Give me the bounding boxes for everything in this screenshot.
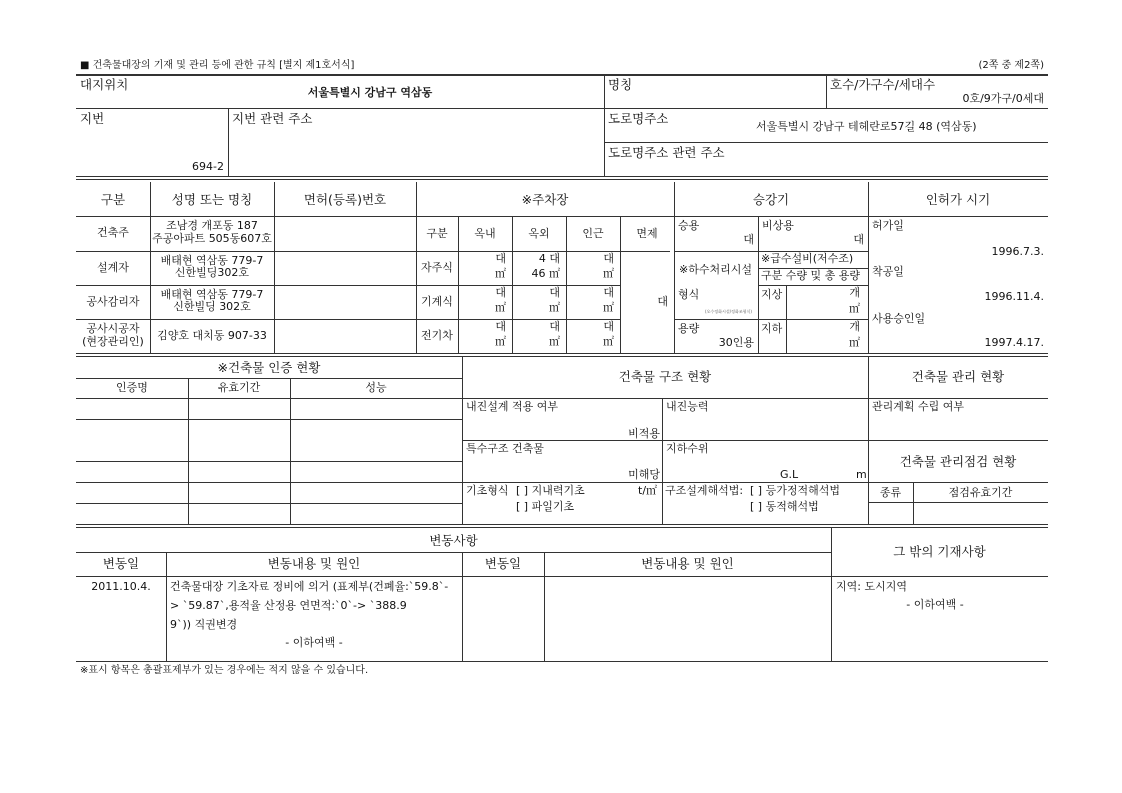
person-role: 공사시공자 xyxy=(86,322,140,335)
parking-indoor-count: 대 xyxy=(495,320,506,333)
permit-date-value: 1996.7.3. xyxy=(991,245,1044,258)
tank-basement-label: 지하 xyxy=(761,322,783,335)
sewage-capacity-label: 용량 xyxy=(678,322,700,335)
parking-row-kind: 전기차 xyxy=(421,329,453,342)
parking-indoor-area: ㎡ xyxy=(495,301,506,314)
person-name-line1: 배태현 역삼동 779-7 xyxy=(160,254,264,267)
passenger-elevator-unit: 대 xyxy=(743,233,754,246)
foundation-bearing-option: [ ] 지내력기초 xyxy=(516,484,585,497)
parking-indoor-area: ㎡ xyxy=(495,267,506,280)
cert-performance-header: 성능 xyxy=(365,381,387,394)
groundwater-gl: G.L xyxy=(780,468,799,481)
certification-title: ※건축물 인증 현황 xyxy=(217,360,321,375)
change-entry-date: 2011.10.4. xyxy=(91,580,151,593)
emergency-elevator-unit: 대 xyxy=(853,233,864,246)
parking-row-kind: 기계식 xyxy=(421,295,453,308)
parking-outdoor-header: 옥외 xyxy=(528,227,550,240)
road-related-label: 도로명주소 관련 주소 xyxy=(608,145,725,160)
parking-indoor-header: 옥내 xyxy=(474,227,496,240)
tank-ground-area: ㎡ xyxy=(849,302,860,315)
foundation-bearing-unit: t/㎡ xyxy=(638,484,658,497)
inspection-validity-header: 점검유효기간 xyxy=(948,486,1013,499)
persons-name-header: 성명 또는 명칭 xyxy=(171,192,253,207)
sewage-type-note: (오수정화시설/정화조형식) xyxy=(705,309,752,314)
analysis-dynamic-option: [ ] 동적해석법 xyxy=(750,500,819,513)
change-entry-end: - 이하여백 - xyxy=(285,636,343,649)
cert-name-header: 인증명 xyxy=(116,381,148,394)
water-supply-label: ※급수설비(저수조) xyxy=(761,252,854,265)
site-location-value: 서울특별시 강남구 역삼동 xyxy=(307,86,433,99)
parking-indoor-area: ㎡ xyxy=(495,335,506,348)
structure-title: 건축물 구조 현황 xyxy=(618,369,712,384)
person-role: 공사감리자 xyxy=(86,295,140,308)
persons-license-header: 면허(등록)번호 xyxy=(303,192,387,207)
change-entry-line3: 9`)) 직권변경 xyxy=(170,618,238,631)
sewage-type-label: 형식 xyxy=(678,288,700,301)
analysis-method-label: 구조설계해석법: xyxy=(665,484,744,497)
parking-nearby-count: 대 xyxy=(603,252,614,265)
inspection-title: 건축물 관리점검 현황 xyxy=(899,454,1017,469)
tank-ground-label: 지상 xyxy=(761,288,783,301)
changes-title: 변동사항 xyxy=(429,533,478,548)
parking-nearby-area: ㎡ xyxy=(603,267,614,280)
change-date-header: 변동일 xyxy=(102,556,140,571)
special-structure-value: 미해당 xyxy=(628,468,660,481)
seismic-design-value: 비적용 xyxy=(628,427,660,440)
parking-indoor-count: 대 xyxy=(495,286,506,299)
tank-basement-count: 개 xyxy=(849,320,860,333)
parking-outdoor-count: 대 xyxy=(549,286,560,299)
parking-kind-header: 구분 xyxy=(426,227,448,240)
parking-nearby-count: 대 xyxy=(603,286,614,299)
persons-kind-header: 구분 xyxy=(100,192,126,207)
parking-indoor-count: 대 xyxy=(495,252,506,265)
management-title: 건축물 관리 현황 xyxy=(911,369,1005,384)
parking-nearby-area: ㎡ xyxy=(603,335,614,348)
tank-ground-count: 개 xyxy=(849,286,860,299)
change-entry-line1: 건축물대장 기초자료 정비에 의거 (표제부(건폐율:`59.8`- xyxy=(170,580,449,593)
foundation-label: 기초형식 xyxy=(466,484,509,497)
permit-title: 인허가 시기 xyxy=(925,192,991,207)
parking-row-kind: 자주식 xyxy=(421,261,453,274)
passenger-elevator-label: 승용 xyxy=(678,219,700,232)
parking-nearby-header: 인근 xyxy=(582,227,604,240)
parking-nearby-area: ㎡ xyxy=(603,301,614,314)
use-approval-label: 사용승인일 xyxy=(872,312,926,325)
sewage-capacity-value: 30인용 xyxy=(718,336,754,349)
person-role: 건축주 xyxy=(97,226,129,239)
units-value: 0호/9가구/0세대 xyxy=(962,92,1044,105)
seismic-capacity-label: 내진능력 xyxy=(666,400,709,413)
person-name-line1: 김양호 대치동 907-33 xyxy=(157,329,267,342)
change-entry-line2: > `59.87`,용적율 산정용 연면적:`0`-> `388.9 xyxy=(170,599,407,612)
seismic-design-label: 내진설계 적용 여부 xyxy=(466,400,559,413)
groundwater-unit: m xyxy=(856,468,867,481)
parking-outdoor-area: ㎡ xyxy=(549,335,560,348)
change-content-header-2: 변동내용 및 원인 xyxy=(641,556,734,571)
parking-nearby-count: 대 xyxy=(603,320,614,333)
inspection-kind-header: 종류 xyxy=(879,486,902,499)
site-location-label: 대지위치 xyxy=(80,77,129,92)
parking-outdoor-area: 46 ㎡ xyxy=(531,267,560,280)
change-date-header-2: 변동일 xyxy=(484,556,522,571)
lot-number-value: 694-2 xyxy=(192,160,224,173)
lot-number-label: 지번 xyxy=(80,111,105,126)
person-role-sub: (현장관리인) xyxy=(82,335,144,348)
parking-exempt-header: 면제 xyxy=(636,227,658,240)
emergency-elevator-label: 비상용 xyxy=(762,219,794,232)
footnote: ※표시 항목은 총괄표제부가 있는 경우에는 적지 않을 수 있습니다. xyxy=(80,665,369,676)
person-name-line1: 배태현 역삼동 779-7 xyxy=(160,288,264,301)
other-remarks-title: 그 밖의 기재사항 xyxy=(893,544,986,559)
elevator-title: 승강기 xyxy=(752,192,790,207)
analysis-static-option: [ ] 등가정적해석법 xyxy=(750,484,840,497)
person-name-line2: 신한빌딩302호 xyxy=(174,266,250,279)
change-content-header: 변동내용 및 원인 xyxy=(267,556,361,571)
units-label: 호수/가구수/세대수 xyxy=(830,77,936,92)
permit-date-label: 허가일 xyxy=(872,219,904,232)
parking-outdoor-area: ㎡ xyxy=(549,301,560,314)
parking-exempt-unit: 대 xyxy=(657,295,668,308)
form-rule-text: ■ 건축물대장의 기재 및 관리 등에 관한 규칙 [별지 제1호서식] xyxy=(80,60,355,71)
person-name-line2: 신한빌딩 302호 xyxy=(173,300,251,313)
other-remarks-zone: 지역: 도시지역 xyxy=(836,580,907,593)
road-address-label: 도로명주소 xyxy=(608,111,669,126)
tank-basement-area: ㎡ xyxy=(849,336,860,349)
road-address-value: 서울특별시 강남구 테헤란로57길 48 (역삼동) xyxy=(756,120,977,133)
sewage-facility-label: ※하수처리시설 xyxy=(679,263,752,276)
person-name-line2: 주공아파트 505동607호 xyxy=(152,232,272,245)
water-supply-subheader: 구분 수량 및 총 용량 xyxy=(761,269,860,282)
other-remarks-end: - 이하여백 - xyxy=(906,598,964,611)
cert-validity-header: 유효기간 xyxy=(217,381,261,394)
person-role: 설계자 xyxy=(97,261,129,274)
management-plan-label: 관리계획 수립 여부 xyxy=(872,400,965,413)
person-name-line1: 조남경 개포동 187 xyxy=(166,219,258,232)
use-approval-value: 1997.4.17. xyxy=(984,336,1044,349)
construction-start-value: 1996.11.4. xyxy=(984,290,1044,303)
foundation-pile-option: [ ] 파일기초 xyxy=(516,500,575,513)
parking-outdoor-count: 대 xyxy=(549,320,560,333)
parking-title: ※주차장 xyxy=(521,192,569,207)
groundwater-level-label: 지하수위 xyxy=(666,442,709,455)
special-structure-label: 특수구조 건축물 xyxy=(466,442,544,455)
lot-related-label: 지번 관련 주소 xyxy=(232,111,313,126)
page-indicator: (2쪽 중 제2쪽) xyxy=(978,60,1044,71)
construction-start-label: 착공일 xyxy=(872,265,904,278)
building-name-label: 명칭 xyxy=(608,77,633,92)
parking-outdoor-count: 4 대 xyxy=(538,252,560,265)
